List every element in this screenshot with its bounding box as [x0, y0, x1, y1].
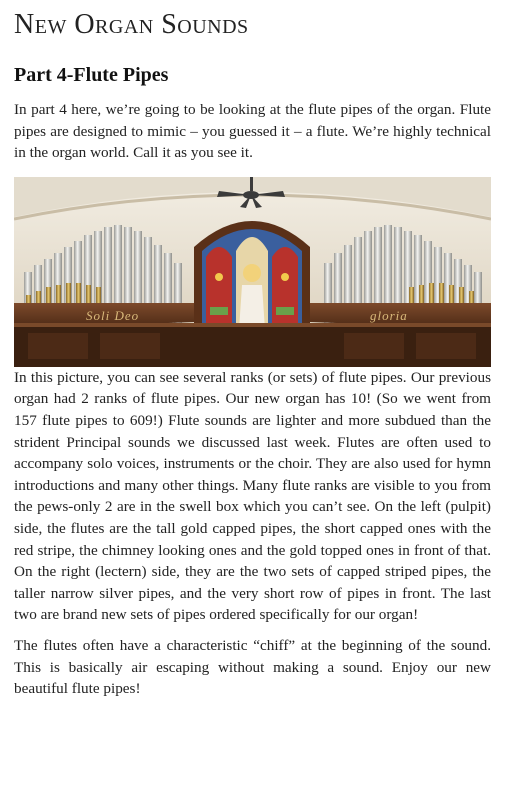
article-subheading: Part 4-Flute Pipes: [14, 64, 169, 86]
page-title: New Organ Sounds: [14, 9, 249, 40]
organ-pipes-photo: [14, 177, 491, 367]
body-paragraph: In this picture, you can see several ranks (or sets) of flute pipes. Our previous organ had 2 ranks of flute pipes. Our new organ has 10! (So we went from 157 flute pipes to 609!) Flute sounds are lighter and more subdued than the strident Principal sounds we discussed last week. Flutes are often used to accompany solo voices, instruments or the choir. They are also used for hymn introductions and many other things. Many flute ranks are visible to you from the pews-only 2 are in the swell box which you can’t see. On the left (pulpit) side, the flutes are the tall gold capped pipes, the short capped ones with the red stripe, the chimney looking ones and the gold topped ones in front of that. On the right (lectern) side, they are the two sets of capped striped pipes, the taller narrow silver pipes, and the very short row of pipes in front. The last two are brand new sets of pipes ordered specifically for our organ!: [14, 368, 491, 624]
inscription-left: Soli Deo: [86, 307, 140, 323]
intro-paragraph: In part 4 here, we’re going to be looking at the flute pipes of the organ. Flute pipes are designed to mimic – you guessed it – a flute. We’re highly technical in the organ world. Call it as you see it.: [14, 101, 491, 162]
inscription-right: gloria: [370, 307, 408, 323]
closing-paragraph: The flutes often have a characteristic “chiff” at the beginning of the sound. This is basically air escaping without making a sound. Enjoy our new beautiful flute pipes!: [14, 636, 491, 698]
